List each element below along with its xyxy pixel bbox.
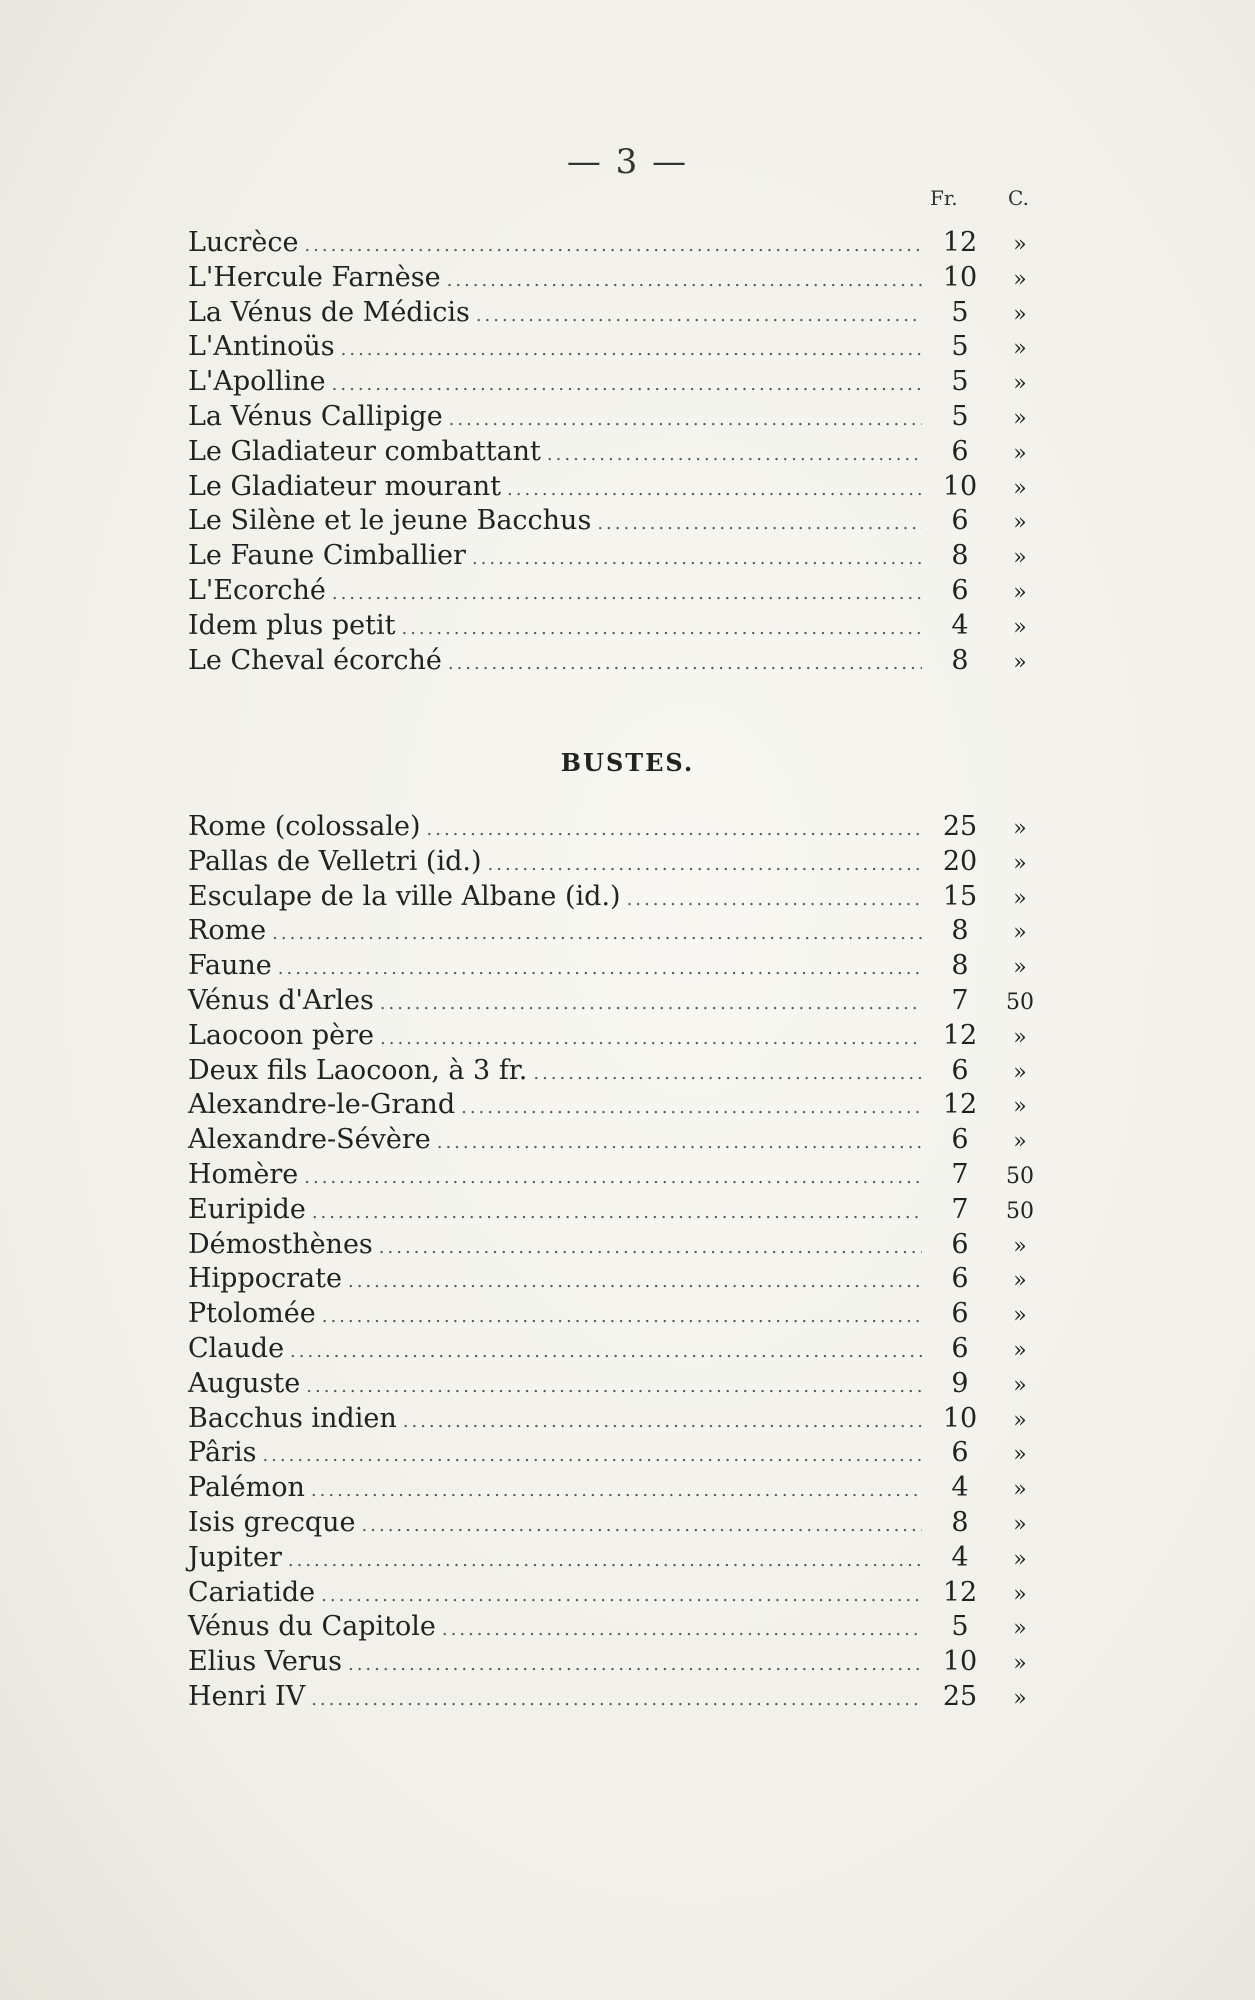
price-row xyxy=(188,574,1048,609)
price-francs: 8 xyxy=(951,915,969,947)
dot-leader xyxy=(401,612,922,646)
item-name: Rome (colossale) xyxy=(188,811,421,842)
price-row xyxy=(188,1610,1048,1645)
price-row xyxy=(188,296,1048,331)
price-row xyxy=(188,400,1048,435)
item-name: Le Gladiateur mourant xyxy=(188,470,502,502)
price-francs: 7 xyxy=(951,1193,969,1225)
price-francs: 5 xyxy=(951,400,969,432)
price-row xyxy=(188,1367,1048,1402)
price-francs: 8 xyxy=(951,644,969,676)
dot-leader xyxy=(507,473,922,507)
dot-leader xyxy=(322,1300,922,1334)
price-francs: 20 xyxy=(942,845,978,877)
price-francs: 12 xyxy=(942,1019,978,1051)
price-francs: 10 xyxy=(942,470,978,502)
dot-leader xyxy=(348,1265,922,1299)
price-francs: 4 xyxy=(951,1472,969,1504)
price-row xyxy=(188,1436,1048,1471)
price-centimes: 50 xyxy=(1006,989,1034,1015)
dot-leader xyxy=(476,299,922,333)
price-centimes: » xyxy=(1013,545,1027,571)
dot-leader xyxy=(311,1683,922,1717)
price-centimes: » xyxy=(1013,1233,1027,1259)
price-row xyxy=(188,1088,1048,1123)
dot-leader xyxy=(306,1370,922,1404)
price-centimes: 50 xyxy=(1006,1198,1034,1224)
dot-leader xyxy=(332,368,922,402)
price-francs: 6 xyxy=(951,1332,969,1364)
item-name: Isis grecque xyxy=(188,1506,356,1538)
centimes-header: C. xyxy=(1008,186,1029,210)
price-centimes: » xyxy=(1013,850,1027,876)
price-row xyxy=(188,1019,1048,1054)
item-name: Idem plus petit xyxy=(188,609,396,641)
price-centimes: » xyxy=(1013,649,1027,675)
item-name: Ptolomée xyxy=(188,1298,316,1330)
price-row xyxy=(188,609,1048,644)
price-row xyxy=(188,1158,1048,1193)
dot-leader xyxy=(448,647,922,681)
item-name: Faune xyxy=(188,950,272,982)
price-francs: 6 xyxy=(951,1054,969,1086)
dot-leader xyxy=(288,1544,922,1578)
item-name: Vénus d'Arles xyxy=(188,984,374,1016)
dot-leader xyxy=(533,1057,922,1091)
price-centimes: » xyxy=(1013,1685,1027,1711)
price-francs: 8 xyxy=(951,950,969,982)
statues-list xyxy=(188,226,1048,678)
price-francs: 10 xyxy=(942,1402,978,1434)
item-name: Alexandre-le-Grand xyxy=(188,1089,456,1121)
dot-leader xyxy=(461,1091,922,1125)
dot-leader xyxy=(627,883,922,917)
price-francs: 9 xyxy=(951,1367,969,1399)
dot-leader xyxy=(321,1579,922,1613)
price-francs: 12 xyxy=(942,1089,978,1121)
dot-leader xyxy=(380,987,922,1021)
price-row xyxy=(188,1297,1048,1332)
price-row xyxy=(188,435,1048,470)
price-centimes: » xyxy=(1013,1337,1027,1363)
dot-leader xyxy=(262,1439,922,1473)
item-name: Le Cheval écorché xyxy=(188,644,442,676)
price-centimes: » xyxy=(1013,1477,1027,1503)
dot-leader xyxy=(290,1335,922,1369)
price-francs: 25 xyxy=(942,1680,978,1712)
dot-leader xyxy=(447,264,922,298)
item-name: Le Faune Cimballier xyxy=(188,540,466,572)
price-francs: 6 xyxy=(951,1263,969,1295)
price-francs: 5 xyxy=(951,331,969,363)
price-francs: 6 xyxy=(951,435,969,467)
francs-header: Fr. xyxy=(930,186,958,210)
price-row xyxy=(188,330,1048,365)
item-name: L'Ecorché xyxy=(188,574,326,606)
price-francs: 6 xyxy=(951,1228,969,1260)
busts-list xyxy=(188,810,1048,1715)
item-name: L'Apolline xyxy=(188,366,326,398)
price-centimes: » xyxy=(1013,1616,1027,1642)
price-francs: 15 xyxy=(942,880,978,912)
dot-leader xyxy=(472,542,922,576)
item-name: Rome xyxy=(188,915,267,947)
item-name: Jupiter xyxy=(188,1541,282,1573)
price-francs: 6 xyxy=(951,1298,969,1330)
price-centimes: » xyxy=(1013,1511,1027,1537)
price-centimes: » xyxy=(1013,614,1027,640)
price-centimes: » xyxy=(1013,1303,1027,1329)
price-centimes: » xyxy=(1013,1442,1027,1468)
page-number: — 3 — xyxy=(566,142,689,182)
dot-leader xyxy=(442,1613,922,1647)
item-name: Laocoon père xyxy=(188,1019,375,1051)
price-centimes: » xyxy=(1013,1129,1027,1155)
price-centimes: » xyxy=(1013,232,1027,257)
price-row xyxy=(188,1541,1048,1576)
price-francs: 10 xyxy=(942,261,978,293)
dot-leader xyxy=(341,333,922,367)
section-title-bustes: BUSTES. xyxy=(560,748,695,777)
price-centimes: » xyxy=(1013,475,1027,501)
price-francs: 6 xyxy=(951,1437,969,1469)
price-francs: 25 xyxy=(942,811,978,842)
price-row xyxy=(188,880,1048,915)
price-row xyxy=(188,914,1048,949)
price-francs: 4 xyxy=(951,1541,969,1573)
price-row xyxy=(188,1645,1048,1680)
item-name: Esculape de la ville Albane (id.) xyxy=(188,880,621,912)
item-name: Le Gladiateur combattant xyxy=(188,435,541,467)
price-centimes: » xyxy=(1013,1407,1027,1433)
item-name: Lucrèce xyxy=(188,227,299,258)
price-row xyxy=(188,1228,1048,1263)
item-name: Deux fils Laocoon, à 3 fr. xyxy=(188,1054,528,1086)
item-name: Pâris xyxy=(188,1437,257,1469)
price-row xyxy=(188,1471,1048,1506)
price-francs: 6 xyxy=(951,1124,969,1156)
dot-leader xyxy=(304,1161,922,1195)
item-name: Démosthènes xyxy=(188,1228,373,1260)
item-name: Homère xyxy=(188,1158,299,1190)
price-centimes: » xyxy=(1013,1546,1027,1572)
price-francs: 8 xyxy=(951,1506,969,1538)
price-row xyxy=(188,1123,1048,1158)
dot-leader xyxy=(437,1126,922,1160)
price-row xyxy=(188,504,1048,539)
dot-leader xyxy=(278,952,922,986)
item-name: Bacchus indien xyxy=(188,1402,397,1434)
price-francs: 7 xyxy=(951,1158,969,1190)
item-name: Claude xyxy=(188,1332,285,1364)
price-centimes: » xyxy=(1013,1268,1027,1294)
dot-leader xyxy=(403,1405,922,1439)
dot-leader xyxy=(272,917,922,951)
price-centimes: » xyxy=(1013,1651,1027,1677)
item-name: L'Antinoüs xyxy=(188,331,335,363)
price-row xyxy=(188,1332,1048,1367)
price-centimes: » xyxy=(1013,1581,1027,1607)
price-francs: 6 xyxy=(951,505,969,537)
item-name: Pallas de Velletri (id.) xyxy=(188,845,482,877)
price-row xyxy=(188,1576,1048,1611)
item-name: Euripide xyxy=(188,1193,306,1225)
price-row xyxy=(188,644,1048,679)
price-centimes: » xyxy=(1013,579,1027,605)
dot-leader xyxy=(488,848,923,882)
price-francs: 8 xyxy=(951,540,969,572)
price-row xyxy=(188,1054,1048,1089)
dot-leader xyxy=(379,1231,922,1265)
price-centimes: » xyxy=(1013,405,1027,431)
price-centimes: » xyxy=(1013,920,1027,946)
price-centimes: » xyxy=(1013,1094,1027,1120)
item-name: Elius Verus xyxy=(188,1646,342,1678)
price-francs: 12 xyxy=(942,227,978,258)
price-centimes: » xyxy=(1013,301,1027,327)
price-row xyxy=(188,1402,1048,1437)
dot-leader xyxy=(362,1509,922,1543)
price-centimes: » xyxy=(1013,440,1027,466)
price-centimes: » xyxy=(1013,955,1027,981)
dot-leader xyxy=(597,507,922,541)
price-francs: 4 xyxy=(951,609,969,641)
price-row xyxy=(188,949,1048,984)
item-name: Auguste xyxy=(188,1367,301,1399)
price-row xyxy=(188,1506,1048,1541)
price-row xyxy=(188,365,1048,400)
dot-leader xyxy=(348,1648,922,1682)
item-name: Cariatide xyxy=(188,1576,316,1608)
price-centimes: » xyxy=(1013,1059,1027,1085)
price-francs: 10 xyxy=(942,1646,978,1678)
price-row xyxy=(188,539,1048,574)
price-centimes: » xyxy=(1013,371,1027,397)
price-francs: 7 xyxy=(951,984,969,1016)
price-centimes: » xyxy=(1013,266,1027,292)
price-row xyxy=(188,810,1048,845)
price-row xyxy=(188,226,1048,261)
price-centimes: » xyxy=(1013,1372,1027,1398)
dot-leader xyxy=(304,229,922,263)
price-centimes: » xyxy=(1013,1024,1027,1050)
item-name: Henri IV xyxy=(188,1680,306,1712)
item-name: La Vénus Callipige xyxy=(188,400,443,432)
price-row xyxy=(188,1193,1048,1228)
price-francs: 5 xyxy=(951,296,969,328)
item-name: Alexandre-Sévère xyxy=(188,1124,431,1156)
price-row xyxy=(188,845,1048,880)
dot-leader xyxy=(311,1474,922,1508)
item-name: Le Silène et le jeune Bacchus xyxy=(188,505,592,537)
dot-leader xyxy=(332,577,922,611)
price-row xyxy=(188,984,1048,1019)
item-name: Palémon xyxy=(188,1472,305,1504)
price-centimes: » xyxy=(1013,816,1027,841)
price-centimes: » xyxy=(1013,510,1027,536)
dot-leader xyxy=(380,1022,922,1056)
price-francs: 5 xyxy=(951,366,969,398)
item-name: La Vénus de Médicis xyxy=(188,296,470,328)
dot-leader xyxy=(449,403,922,437)
price-row xyxy=(188,261,1048,296)
price-centimes: » xyxy=(1013,885,1027,911)
item-name: L'Hercule Farnèse xyxy=(188,261,441,293)
price-centimes: 50 xyxy=(1006,1163,1034,1189)
price-francs: 6 xyxy=(951,574,969,606)
price-row xyxy=(188,1680,1048,1715)
price-francs: 12 xyxy=(942,1576,978,1608)
item-name: Vénus du Capitole xyxy=(188,1611,436,1643)
price-centimes: » xyxy=(1013,336,1027,362)
price-row xyxy=(188,470,1048,505)
dot-leader xyxy=(427,813,922,847)
dot-leader xyxy=(312,1196,922,1230)
price-row xyxy=(188,1262,1048,1297)
item-name: Hippocrate xyxy=(188,1263,342,1295)
dot-leader xyxy=(547,438,922,472)
price-francs: 5 xyxy=(951,1611,969,1643)
